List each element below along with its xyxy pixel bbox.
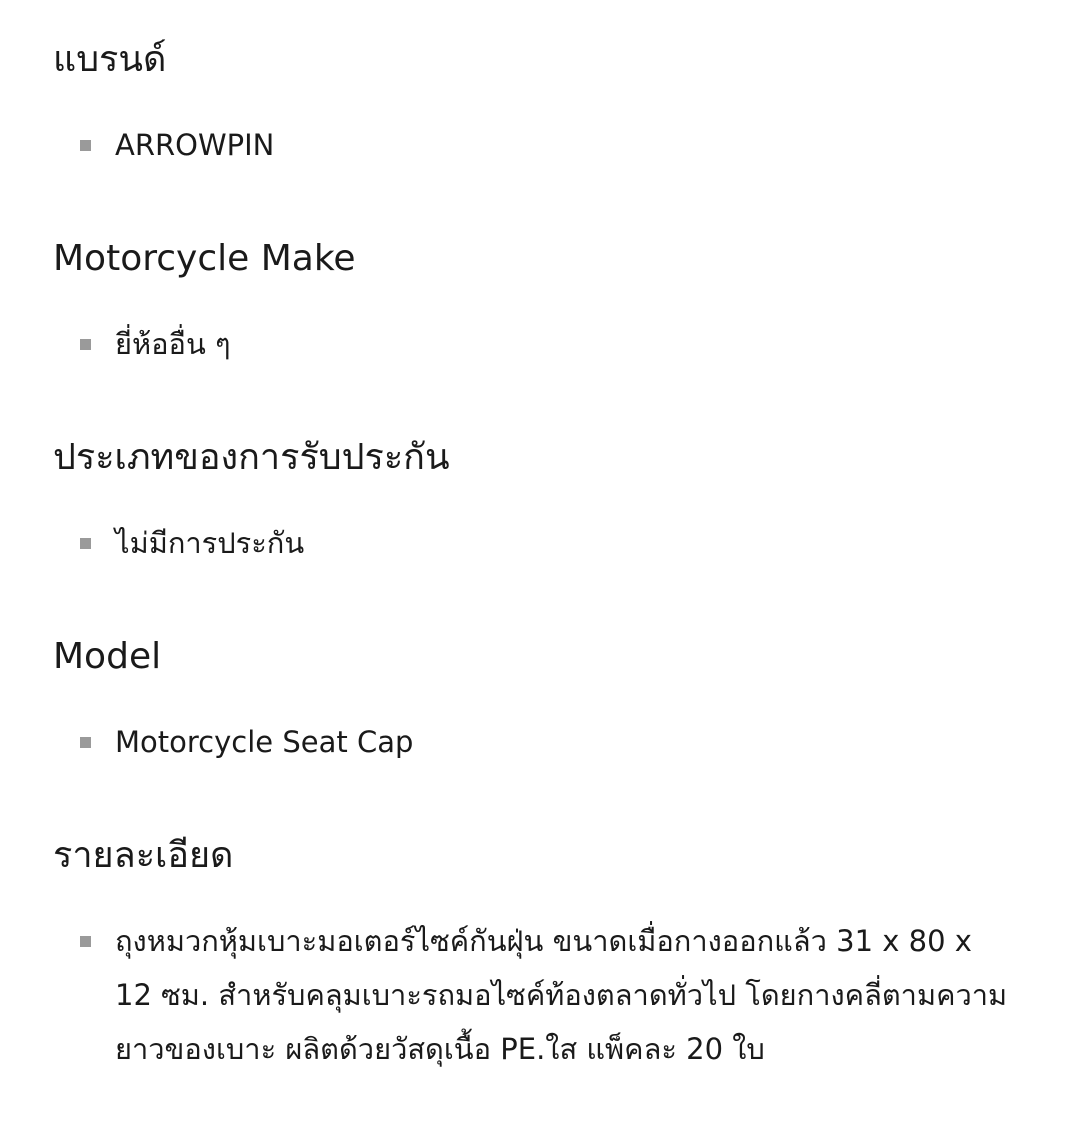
spec-heading-model: Model (53, 636, 162, 677)
spec-value-motorcycle-make: ยี่ห้ออื่น ๆ (115, 327, 231, 361)
spec-section-motorcycle-make (53, 236, 1033, 282)
spec-value-model: Motorcycle Seat Cap (115, 725, 414, 759)
spec-value-brand: ARROWPIN (115, 128, 275, 162)
spec-section-model (53, 634, 1033, 680)
spec-heading-description: รายละเอียด (53, 835, 234, 876)
square-bullet-icon (80, 538, 91, 549)
spec-value-description-line-1: ถุงหมวกหุ้มเบาะมอเตอร์ไซค์กันฝุ่น ขนาดเมื่อกางออกแล้ว 31 x 80 x (115, 924, 972, 958)
spec-heading-motorcycle-make: Motorcycle Make (53, 238, 356, 279)
spec-value-warranty-type: ไม่มีการประกัน (115, 526, 305, 560)
spec-section-warranty-type (53, 435, 1033, 481)
spec-section-brand (53, 37, 1033, 83)
square-bullet-icon (80, 936, 91, 947)
spec-section-description (53, 833, 1033, 879)
square-bullet-icon (80, 339, 91, 350)
spec-value-description-line-2: 12 ซม. สำหรับคลุมเบาะรถมอไซค์ท้องตลาดทั่วไป โดยกางคลี่ตามความ (115, 978, 1008, 1012)
spec-value-description-line-3: ยาวของเบาะ ผลิตด้วยวัสดุเนื้อ PE.ใส แพ็คละ 20 ใบ (115, 1032, 765, 1066)
square-bullet-icon (80, 737, 91, 748)
spec-heading-warranty-type: ประเภทของการรับประกัน (53, 437, 450, 478)
spec-heading-brand: แบรนด์ (53, 39, 167, 80)
square-bullet-icon (80, 140, 91, 151)
